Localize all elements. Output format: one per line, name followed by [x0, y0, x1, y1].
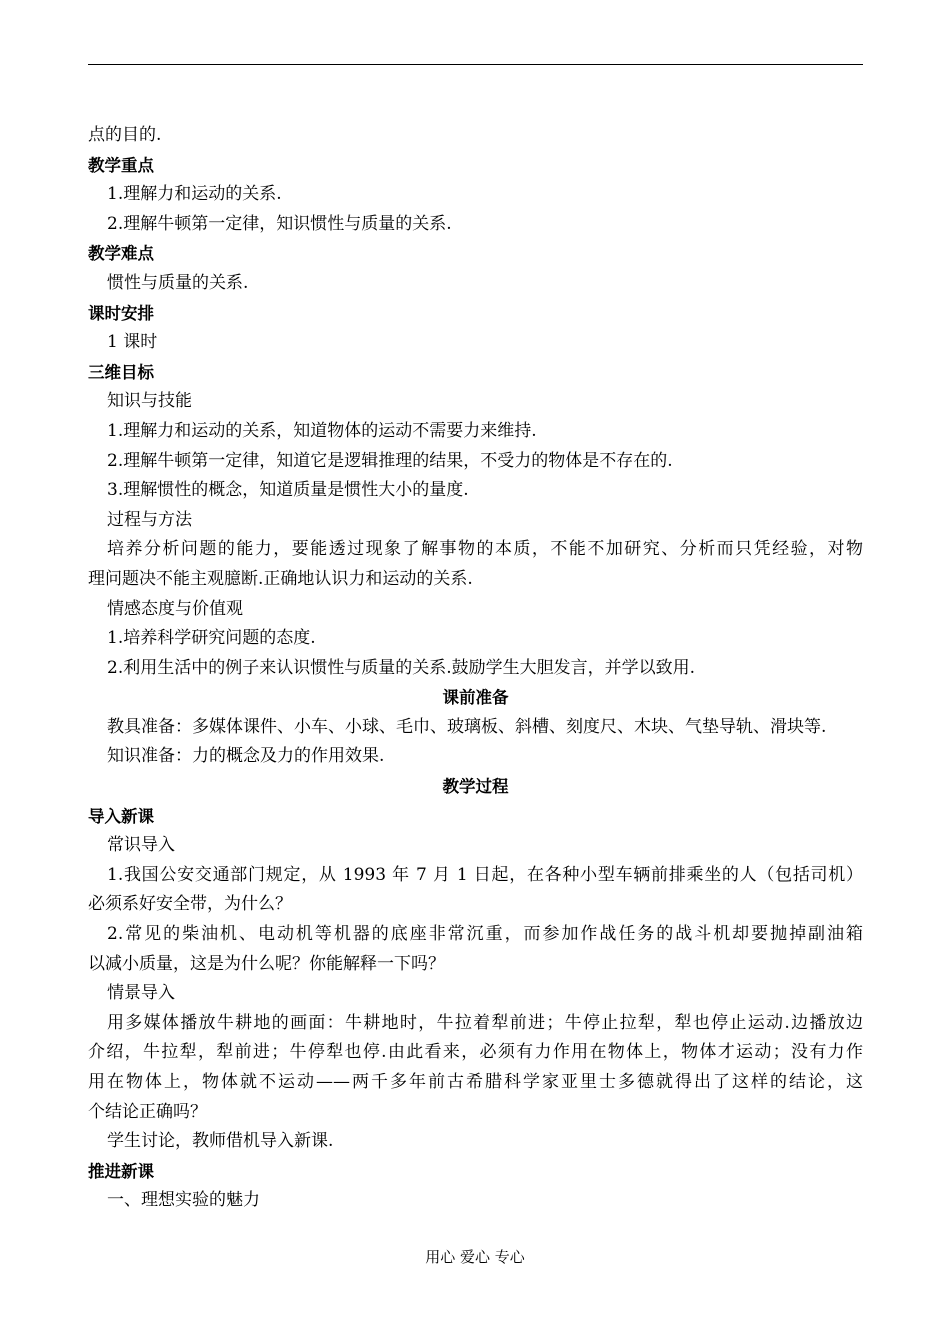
text-line: 1.理解力和运动的关系. — [107, 184, 282, 205]
text-line: 1 课时 — [107, 332, 158, 353]
section-heading: 导入新课 — [88, 806, 154, 826]
text-line: 点的目的. — [88, 125, 162, 145]
text-line: 2.利用生活中的例子来认识惯性与质量的关系.鼓励学生大胆发言，并学以致用. — [107, 657, 696, 678]
centered-heading: 教学过程 — [442, 777, 509, 797]
text-line: 用多媒体播放牛耕地的画面：牛耕地时，牛拉着犁前进；牛停止拉犁，犁也停止运动.边播放边 — [107, 1012, 863, 1033]
text-line: 知识准备：力的概念及力的作用效果. — [107, 746, 385, 767]
page-footer: 用心 爱心 专心 — [425, 1248, 525, 1266]
text-line: 2.理解牛顿第一定律，知识惯性与质量的关系. — [107, 213, 452, 234]
text-line: 1.我国公安交通部门规定，从 1993 年 7 月 1 日起，在各种小型车辆前排乘坐的人（包括司机） — [107, 864, 863, 885]
text-line: 介绍，牛拉犁，犁前进；牛停犁也停.由此看来，必须有力作用在物体上，物体才运动；没有力作 — [88, 1042, 863, 1063]
text-line: 个结论正确吗？ — [88, 1101, 207, 1122]
text-line: 情景导入 — [107, 983, 175, 1004]
header-rule — [88, 64, 863, 65]
text-line: 惯性与质量的关系. — [107, 272, 249, 293]
text-line: 情感态度与价值观 — [107, 598, 243, 619]
section-heading: 教学难点 — [88, 244, 154, 264]
centered-heading: 课前准备 — [442, 688, 509, 708]
section-heading: 教学重点 — [88, 155, 154, 175]
text-line: 理问题决不能主观臆断.正确地认识力和运动的关系. — [88, 568, 473, 589]
text-line: 1.理解力和运动的关系，知道物体的运动不需要力来维持. — [107, 420, 537, 441]
section-heading: 推进新课 — [88, 1161, 154, 1181]
text-line: 2.常见的柴油机、电动机等机器的底座非常沉重，而参加作战任务的战斗机却要抛掉副油箱 — [107, 924, 863, 945]
text-line: 必须系好安全带，为什么？ — [88, 894, 292, 915]
text-line: 1.培养科学研究问题的态度. — [107, 628, 316, 649]
text-line: 过程与方法 — [107, 509, 192, 530]
text-line: 一、理想实验的魅力 — [107, 1190, 260, 1211]
text-line: 3.理解惯性的概念，知道质量是惯性大小的量度. — [107, 480, 469, 501]
text-line: 以减小质量，这是为什么呢？你能解释一下吗？ — [88, 953, 445, 974]
document-body — [88, 121, 863, 1216]
text-line: 学生讨论，教师借机导入新课. — [107, 1131, 334, 1152]
section-heading: 课时安排 — [88, 303, 154, 323]
section-heading: 三维目标 — [88, 362, 154, 382]
text-line: 培养分析问题的能力，要能透过现象了解事物的本质，不能不加研究、分析而只凭经验，对物 — [107, 539, 863, 560]
text-line: 常识导入 — [107, 835, 175, 856]
text-line: 用在物体上，物体就不运动——两千多年前古希腊科学家亚里士多德就得出了这样的结论，这 — [88, 1072, 863, 1092]
text-line: 教具准备：多媒体课件、小车、小球、毛巾、玻璃板、斜槽、刻度尺、木块、气垫导轨、滑块等. — [107, 716, 827, 737]
text-line: 2.理解牛顿第一定律，知道它是逻辑推理的结果，不受力的物体是不存在的. — [107, 450, 673, 471]
text-line: 知识与技能 — [107, 391, 192, 412]
